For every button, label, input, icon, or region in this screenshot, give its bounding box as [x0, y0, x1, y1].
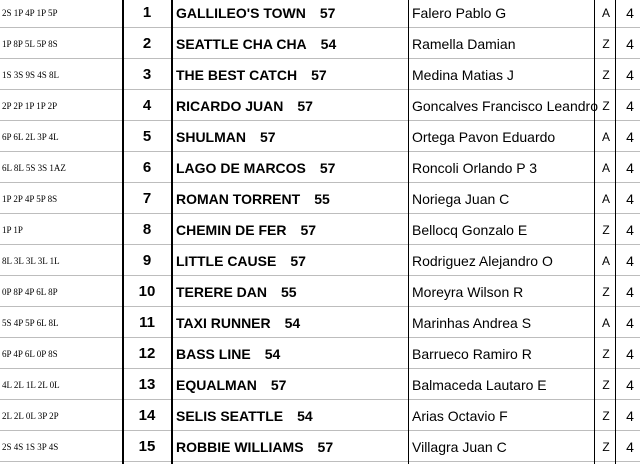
saddle-number: 5: [142, 128, 152, 145]
table-row: [0, 152, 640, 183]
horse-cell: [176, 338, 408, 369]
horse-cell: [176, 214, 408, 245]
jockey-name: Bellocq Gonzalo E: [412, 221, 528, 238]
horse-age: 4: [626, 128, 634, 145]
horse-name: LITTLE CAUSE: [176, 252, 277, 269]
jockey-name: Roncoli Orlando P 3: [412, 159, 538, 176]
carried-weight: 55: [281, 283, 297, 300]
horse-cell: [176, 0, 408, 28]
table-row: [0, 90, 640, 121]
horse-cell: [176, 152, 408, 183]
carried-weight: 55: [314, 190, 330, 207]
sex-code: Z: [602, 36, 610, 51]
table-row: [0, 214, 640, 245]
saddle-number: 1: [142, 4, 152, 21]
horse-cell: [176, 400, 408, 431]
form-record: 5S 4P 5P 6L 8L: [2, 317, 59, 328]
horse-name: THE BEST CATCH: [176, 66, 298, 83]
horse-age: 4: [626, 221, 634, 238]
horse-name: ROMAN TORRENT: [176, 190, 301, 207]
form-record: 2L 2L 0L 3P 2P: [2, 410, 59, 421]
table-row: [0, 183, 640, 214]
horse-age: 4: [626, 66, 634, 83]
carried-weight: 57: [319, 4, 336, 21]
column-divider: [615, 0, 616, 464]
sex-code: Z: [602, 67, 610, 82]
horse-name: CHEMIN DE FER: [176, 221, 287, 238]
horse-cell: [176, 431, 408, 462]
horse-name: SEATTLE CHA CHA: [176, 35, 307, 52]
jockey-name: Rodriguez Alejandro O: [412, 252, 553, 269]
form-record: 8L 3L 3L 3L 1L: [2, 255, 60, 266]
saddle-number: 12: [138, 345, 156, 362]
form-record: 1P 1P: [2, 224, 23, 235]
horse-cell: [176, 121, 408, 152]
sex-code: Z: [602, 346, 610, 361]
sex-code: Z: [602, 98, 610, 113]
sex-code: A: [601, 253, 610, 268]
form-record: 6P 4P 6L 0P 8S: [2, 348, 58, 359]
horse-age: 4: [626, 376, 634, 393]
jockey-name: Balmaceda Lautaro E: [412, 376, 547, 393]
horse-age: 4: [626, 314, 634, 331]
carried-weight: 57: [290, 252, 306, 269]
horse-name: GALLILEO'S TOWN: [176, 4, 306, 21]
horse-name: RICARDO JUAN: [176, 97, 284, 114]
horse-name: SHULMAN: [176, 128, 246, 145]
sex-code: A: [601, 5, 610, 20]
sex-code: A: [601, 160, 610, 175]
saddle-number: 14: [138, 407, 156, 424]
horse-cell: [176, 369, 408, 400]
form-record: 1S 3S 9S 4S 8L: [2, 69, 60, 80]
horse-age: 4: [626, 345, 634, 362]
table-row: [0, 400, 640, 431]
sex-code: A: [601, 191, 610, 206]
horse-age: 4: [626, 252, 634, 269]
form-record: 2S 4S 1S 3P 4S: [2, 441, 59, 452]
carried-weight: 54: [320, 35, 337, 52]
jockey-name: Barrueco Ramiro R: [412, 345, 532, 362]
horse-cell: [176, 276, 408, 307]
saddle-number: 3: [142, 66, 152, 83]
jockey-name: Falero Pablo G: [412, 4, 507, 21]
table-row: [0, 245, 640, 276]
form-record: 2S 1P 4P 1P 5P: [2, 7, 58, 18]
saddle-number: 2: [142, 35, 152, 52]
table-row: [0, 0, 640, 28]
horse-cell: [176, 245, 408, 276]
horse-name: TERERE DAN: [176, 283, 268, 300]
carried-weight: 54: [297, 407, 313, 424]
saddle-number: 4: [142, 97, 152, 114]
sex-code: Z: [602, 284, 610, 299]
sex-code: Z: [602, 408, 610, 423]
saddle-number: 15: [138, 438, 156, 455]
saddle-number: 9: [142, 252, 152, 269]
horse-age: 4: [626, 190, 634, 207]
saddle-number: 13: [138, 376, 156, 393]
carried-weight: 57: [317, 438, 334, 455]
horse-age: 4: [626, 159, 634, 176]
horse-name: BASS LINE: [176, 345, 251, 362]
table-row: [0, 121, 640, 152]
saddle-number: 11: [139, 314, 155, 331]
horse-age: 4: [626, 35, 634, 52]
jockey-name: Arias Octavio F: [412, 407, 508, 424]
table-row: [0, 28, 640, 59]
carried-weight: 57: [297, 97, 313, 114]
form-record: 6L 8L 5S 3S 1AZ: [2, 162, 66, 173]
table-row: [0, 338, 640, 369]
sex-code: Z: [602, 377, 610, 392]
form-record: 1P 8P 5L 5P 8S: [2, 38, 58, 49]
saddle-number: 6: [142, 159, 152, 176]
table-row: [0, 369, 640, 400]
horse-cell: [176, 90, 408, 121]
horse-cell: [176, 307, 408, 338]
sex-code: Z: [602, 222, 610, 237]
jockey-name: Ortega Pavon Eduardo: [412, 128, 556, 145]
sex-code: A: [601, 129, 610, 144]
horse-age: 4: [626, 4, 634, 21]
sex-code: Z: [602, 439, 610, 454]
horse-age: 4: [626, 407, 634, 424]
horse-name: LAGO DE MARCOS: [176, 159, 306, 176]
horse-name: EQUALMAN: [176, 376, 257, 393]
column-divider: [594, 0, 595, 464]
column-divider: [171, 0, 173, 464]
carried-weight: 57: [311, 66, 327, 83]
horse-age: 4: [626, 438, 634, 455]
jockey-name: Medina Matias J: [412, 66, 514, 83]
table-row: [0, 431, 640, 462]
horse-age: 4: [626, 97, 634, 114]
sex-code: A: [601, 315, 610, 330]
carried-weight: 54: [264, 345, 281, 362]
jockey-name: Villagra Juan C: [412, 438, 507, 455]
carried-weight: 57: [300, 221, 317, 238]
form-record: 4L 2L 1L 2L 0L: [2, 379, 60, 390]
form-record: 1P 2P 4P 5P 8S: [2, 193, 58, 204]
saddle-number: 7: [142, 190, 152, 207]
saddle-number: 8: [142, 221, 152, 238]
form-record: 6P 6L 2L 3P 4L: [2, 131, 59, 142]
jockey-name: Moreyra Wilson R: [412, 283, 524, 300]
horse-cell: [176, 183, 408, 214]
jockey-name: Noriega Juan C: [412, 190, 510, 207]
saddle-number: 10: [138, 283, 156, 300]
table-row: [0, 59, 640, 90]
horse-cell: [176, 28, 408, 59]
column-divider: [122, 0, 124, 464]
table-row: [0, 276, 640, 307]
horse-cell: [176, 59, 408, 90]
horse-name: SELIS SEATTLE: [176, 407, 284, 424]
form-record: 2P 2P 1P 1P 2P: [2, 100, 58, 111]
jockey-name: Marinhas Andrea S: [412, 314, 532, 331]
carried-weight: 57: [270, 376, 287, 393]
carried-weight: 57: [260, 128, 276, 145]
carried-weight: 54: [284, 314, 301, 331]
jockey-name: Goncalves Francisco Leandro: [412, 97, 598, 114]
column-divider: [408, 0, 409, 464]
jockey-name: Ramella Damian: [412, 35, 516, 52]
carried-weight: 57: [319, 159, 336, 176]
horse-name: TAXI RUNNER: [176, 314, 271, 331]
horse-name: ROBBIE WILLIAMS: [176, 438, 304, 455]
form-record: 0P 8P 4P 6L 8P: [2, 286, 58, 297]
horse-age: 4: [626, 283, 634, 300]
table-row: [0, 307, 640, 338]
